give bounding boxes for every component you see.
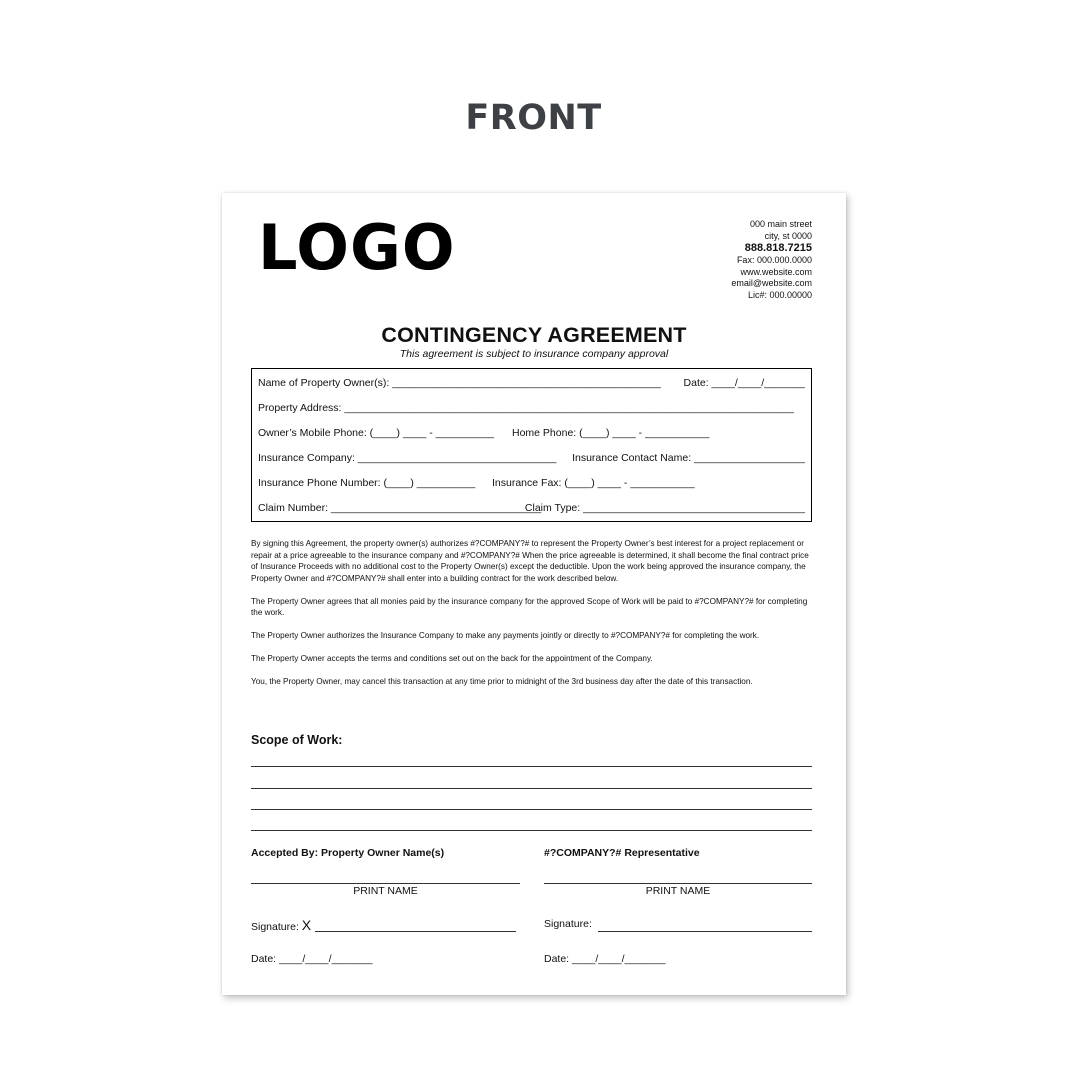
home-phone-field[interactable]: Home Phone: (____) ____ - ___________ (512, 427, 710, 439)
owner-name-field[interactable]: Name of Property Owner(s): ______________________________________________ (258, 377, 661, 389)
scope-line[interactable] (251, 809, 812, 810)
company-rep-heading: #?COMPANY?# Representative (544, 847, 700, 859)
info-row-claim (258, 502, 805, 514)
contact-email: email@website.com (731, 278, 812, 288)
scope-of-work-label: Scope of Work: (251, 733, 343, 747)
property-address-field[interactable]: Property Address: _____________________________________________________________________________ (258, 402, 795, 414)
terms-paragraph: The Property Owner authorizes the Insurance Company to make any payments jointly or directly to #?COMPANY?# for completing the work. (251, 631, 760, 640)
contact-city: city, st 0000 (764, 230, 812, 241)
company-logo: LOGO (258, 211, 456, 284)
info-row-address (258, 402, 805, 414)
contract-sheet (222, 193, 846, 995)
contact-street: 000 main street (749, 219, 812, 229)
terms-paragraph: You, the Property Owner, may cancel this transaction at any time prior to midnight of the 3rd business day after the date of this transaction. (251, 677, 753, 686)
info-date-field[interactable]: Date: ____/____/_______ (683, 377, 805, 389)
claim-number-field[interactable]: Claim Number: ____________________________________ (258, 502, 542, 514)
scope-line[interactable] (251, 766, 812, 767)
insurance-company-field[interactable]: Insurance Company: __________________________________ (258, 452, 557, 464)
company-contact-block (731, 219, 812, 301)
mobile-phone-field[interactable]: Owner’s Mobile Phone: (____) ____ - __________ (258, 427, 495, 439)
owner-acceptance-heading: Accepted By: Property Owner Name(s) (251, 847, 445, 859)
owner-print-name-line[interactable] (251, 883, 520, 884)
contact-fax: Fax: 000.000.0000 (736, 255, 812, 265)
info-row-phones (258, 427, 805, 439)
terms-paragraph: By signing this Agreement, the property owner(s) authorizes #?COMPANY?# to represent the Property Owner’s best interest for a project replacement or repair at a price agreeable to the insurance company and #?COMPANY?# When the price agreeable is determined, it shall become the final contract price of Insurance Proceeds with no additional cost to the Property Owner(s) except the deductible. Upon the work being approved the insurance company, the Property Owner and #?COMPANY?# shall enter into a building contract for the work described below. (251, 539, 809, 583)
info-row-insurance (258, 452, 805, 464)
owner-info-box (251, 368, 812, 522)
rep-signature-field[interactable] (544, 918, 592, 930)
claim-type-field[interactable]: Claim Type: ______________________________________ (524, 502, 805, 514)
terms-paragraph: The Property Owner accepts the terms and conditions set out on the back for the appointment of the Company. (251, 654, 653, 663)
rep-print-name-label: PRINT NAME (645, 885, 711, 897)
document-title: CONTINGENCY AGREEMENT (381, 323, 687, 347)
rep-signature-line[interactable] (598, 931, 812, 932)
info-row-owner (258, 377, 805, 389)
signature-label: Signature: (544, 918, 592, 930)
signature-x-mark: X (301, 917, 312, 933)
contact-phone: 888.818.7215 (744, 242, 812, 254)
scope-line[interactable] (251, 788, 812, 789)
insurance-contact-field[interactable]: Insurance Contact Name: ___________________ (572, 452, 805, 464)
scope-line[interactable] (251, 830, 812, 831)
insurance-fax-field[interactable]: Insurance Fax: (____) ____ - ___________ (492, 477, 695, 489)
owner-signature-line[interactable] (315, 931, 516, 932)
insurance-phone-field[interactable]: Insurance Phone Number: (____) __________ (258, 477, 476, 489)
owner-print-name-label: PRINT NAME (353, 885, 418, 897)
page-heading: FRONT (465, 98, 602, 138)
contact-website: www.website.com (740, 266, 812, 277)
info-row-insurance-phone (258, 477, 805, 489)
contact-license: Lic#: 000.00000 (747, 289, 812, 300)
document-subtitle: This agreement is subject to insurance company approval (399, 348, 669, 360)
owner-signature-field[interactable] (251, 917, 311, 933)
signature-label: Signature: (251, 921, 299, 933)
terms-paragraph: The Property Owner agrees that all monies paid by the insurance company for the approved Scope of Work will be paid to #?COMPANY?# for completing the work. (251, 596, 808, 617)
rep-print-name-line[interactable] (544, 883, 812, 884)
rep-date-field[interactable]: Date: ____/____/_______ (544, 953, 666, 965)
agreement-terms (251, 538, 811, 699)
owner-date-field[interactable]: Date: ____/____/_______ (251, 953, 373, 965)
